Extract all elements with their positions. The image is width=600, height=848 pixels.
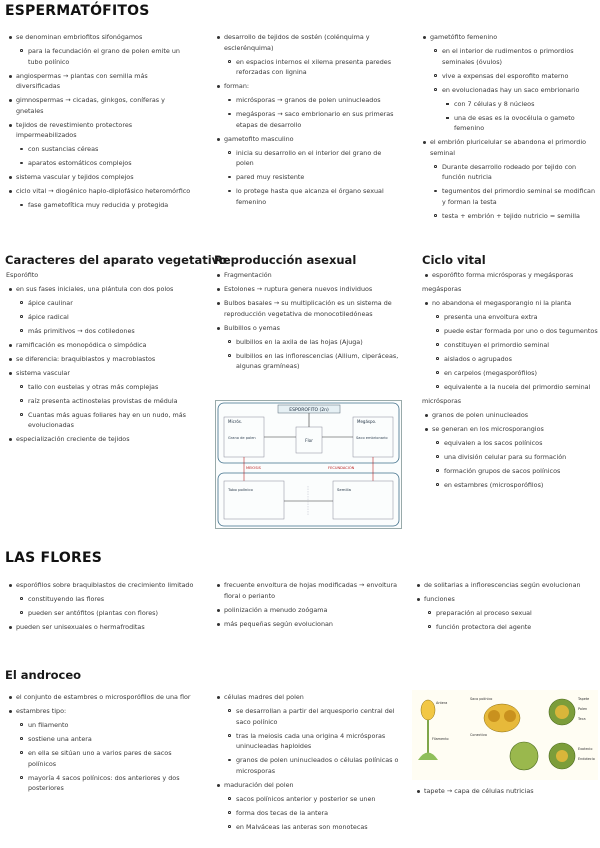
pollen-sac-1 [488,710,500,722]
list-item: una de esas es la ovocélula o gameto femenino [420,113,598,134]
list-item: formación grupos de sacos polínicos [422,466,598,477]
stamen-label-conectivo: Conectivo [470,733,487,737]
stamen-label-endotecio: Endotecio [578,757,595,761]
list-item: con sustancias céreas [6,144,192,155]
list-item: pueden ser unisexuales o hermafroditas [6,622,198,633]
vegetativo-list [6,270,198,448]
list-item: tras la meiosis cada una origina 4 micrósporas uninucleadas haploides [214,731,400,752]
stamen-label-teca: Teca [578,717,586,721]
diagram-bottom-right: Semilla [337,487,351,492]
stamen-label-filamento: Filamento [432,737,449,741]
espermatofitos-col-3 [420,32,598,225]
list-item: Esporófito [6,271,39,279]
list-item: en ella se sitúan uno a varios pares de sacos polínicos [6,748,192,769]
diagram-center: Flor [305,438,313,443]
stamen-label-antera: Antera [436,701,448,705]
list-item: en sus fases iniciales, una plántula con dos polos [6,284,198,295]
list-item: vive a expensas del esporofito materno [420,71,598,82]
espermatofitos-col-1 [6,32,192,214]
list-item: megásporas [422,284,462,293]
list-item: micrósporas [422,396,462,405]
list-item: polinización a menudo zoógama [214,605,400,616]
list-item: pared muy resistente [214,172,400,183]
title-ciclo-vital: Ciclo vital [422,253,486,267]
list-item: un filamento [6,720,192,731]
list-item: maduración del polen [214,780,400,791]
list-item: angiospermas → plantas con semilla más diversificadas [6,71,192,92]
list-item: raíz presenta actinostelas provistas de médula [6,396,198,407]
stamen-svg [412,690,598,780]
list-item: equivalente a la nucela del primordio seminal [422,382,598,393]
list-item: tallo con eustelas y otras más complejas [6,382,198,393]
list-item: sostiene una antera [6,734,192,745]
list-item: presenta una envoltura extra [422,312,598,323]
androceo-col-2 [214,692,400,836]
list-item: en espacios internos el xilema presenta paredes reforzadas con lignina [214,57,400,78]
list-item: especialización creciente de tejidos [6,434,198,445]
title-aparato-vegetativo: Caracteres del aparato vegetativo [5,253,228,267]
list-item: células madres del polen [214,692,400,703]
title-las-flores: LAS FLORES [5,550,103,566]
list-item: en carpelos (megasporófilos) [422,368,598,379]
diagram-bottom-left: Tubo polínico [228,487,253,492]
list-item: constituyendo las flores [6,594,198,605]
asexual-list [214,270,404,375]
list-item: bulbillos en la axila de las hojas (Ajuga) [214,337,404,348]
list-item: aislados o agrupados [422,354,598,365]
pollen-sac-2 [504,710,516,722]
anther-shape [421,700,435,720]
list-item: micrósporas → granos de polen uninucleados [214,95,400,106]
list-item: granos de polen uninucleados o células polínicas o microsporas [214,755,400,776]
stamen-label-exotecio: Exotecio [578,747,593,751]
list-item: Cuantas más aguas foliares hay en un nudo, más evolucionadas [6,410,198,431]
list-item: se generan en los microsporangios [422,424,598,435]
list-item: fase gametofítica muy reducida y protegida [6,200,192,211]
theca-center-1 [555,705,569,719]
diagram-right-mid: Saco embrionario [356,436,388,440]
list-item: esporófito forma micrósporas y megásporas [422,270,598,281]
stamen-label-tapete: Tapete [578,697,590,701]
list-item: una división celular para su formación [422,452,598,463]
list-item: puede estar formada por uno o dos tegumentos [422,326,598,337]
list-item: función protectora del agente [414,622,598,633]
pollen-mass [510,742,538,770]
list-item: funciones [414,594,598,605]
list-item: desarrollo de tejidos de sostén (colénquima y esclerénquima) [214,32,400,53]
list-item: en evolucionadas hay un saco embrionario [420,85,598,96]
list-item: Bulbillos o yemas [214,323,404,334]
list-item: se desarrollan a partir del arquesporio central del saco polínico [214,706,400,727]
stamen-label-polen: Polen [578,707,588,711]
life-cycle-diagram [215,400,402,529]
list-item: se diferencia: braquiblastos y macroblastos [6,354,198,365]
list-item: con 7 células y 8 núcleos [420,99,598,110]
list-item: megásporas → saco embrionario en sus primeras etapas de desarrollo [214,109,400,130]
list-item: pueden ser antófitos (plantas con flores) [6,608,198,619]
list-item: forma dos tecas de la antera [214,808,400,819]
diagram-fecundacion: FECUNDACIÓN [328,466,355,470]
title-reproduccion-asexual: Reproducción asexual [214,253,357,267]
list-item: sistema vascular y tejidos complejos [6,172,192,183]
diagram-title: ESPOROFITO (2n) [289,408,329,413]
list-item: inicia su desarrollo en el interior del grano de polen [214,148,400,169]
list-item: ápice caulinar [6,298,198,309]
list-item: ápice radical [6,312,198,323]
list-item: se denominan embriofitos sifonógamos [6,32,192,43]
list-item: bulbillos en las inflorescencias (Allium, ciperáceas, algunas gramíneas) [214,351,404,372]
life-cycle-svg [216,401,401,528]
androceo-col-1 [6,692,192,797]
list-item: Estolones → ruptura genera nuevos individuos [214,284,404,295]
list-item: en estambres (microsporófilos) [422,480,598,491]
list-item: para la fecundación el grano de polen emite un tubo polínico [6,46,192,67]
title-espermatofitos: ESPERMATÓFITOS [5,3,150,19]
stamen-figure [412,690,598,780]
list-item: no abandona el megasporangio ni la planta [422,298,598,309]
list-item: testa + embrión + tejido nutricio = semilla [420,211,598,222]
list-item: granos de polen uninucleados [422,410,598,421]
list-item: gametófito femenino [420,32,598,43]
list-item: equivalen a los sacos polínicos [422,438,598,449]
list-item: estambres tipo: [6,706,192,717]
androceo-col-3 [414,786,598,800]
stamen-label-saco: Saco polínico [470,697,493,701]
title-el-androceo: El androceo [5,668,82,682]
list-item: frecuente envoltura de hojas modificadas → envoltura floral o perianto [214,580,400,601]
list-item: tegumentos del primordio seminal se modifican y forman la testa [420,186,598,207]
list-item: el embrión pluricelular se abandona el primordio seminal [420,137,598,158]
list-item: ciclo vital → diogénico haplo-diplofásico heteromórfico [6,186,192,197]
diagram-left-mid: Grano de polen [228,436,256,440]
list-item: sistema vascular [6,368,198,379]
list-item: sacos polínicos anterior y posterior se unen [214,794,400,805]
list-item: Bulbos basales → su multiplicación es un sistema de reproducción vegetativa de monocotiledóneas [214,298,404,319]
list-item: en Malváceas las anteras son monotecas [214,822,400,833]
diagram-left-top: Micrós. [228,419,243,424]
diagram-meiosis: MEIOSIS [246,466,261,470]
list-item: aparatos estomáticos complejos [6,158,192,169]
list-item: más primitivos → dos cotiledones [6,326,198,337]
list-item: más pequeñas según evolucionan [214,619,400,630]
list-item: ramificación es monopódica o simpódica [6,340,198,351]
list-item: Fragmentación [214,270,404,281]
diagram-right-top: Megáspo. [357,419,377,424]
list-item: gametofito masculino [214,134,400,145]
list-item: de solitarias a inflorescencias según evolucionan [414,580,598,591]
list-item: el conjunto de estambres o microsporófilos de una flor [6,692,192,703]
list-item: mayoría 4 sacos polínicos: dos anteriores y dos posteriores [6,773,192,794]
list-item: preparación al proceso sexual [414,608,598,619]
theca-center-2 [556,750,568,762]
list-item: gimnospermas → cicadas, ginkgos, coníferas y gnetales [6,95,192,116]
flores-col-2 [214,580,400,633]
list-item: forman: [214,81,400,92]
list-item: esporófilos sobre braquiblastos de crecimiento limitado [6,580,198,591]
flores-col-1 [6,580,198,636]
ciclo-list [422,270,598,494]
list-item: tejidos de revestimiento protectores impermeabilizados [6,120,192,141]
list-item: Durante desarrollo rodeado por tejido con función nutricia [420,162,598,183]
list-item: tapete → capa de células nutricias [414,786,598,797]
espermatofitos-col-2 [214,32,400,211]
list-item: en el interior de rudimentos o primordios seminales (óvulos) [420,46,598,67]
flores-col-3 [414,580,598,636]
list-item: lo protege hasta que alcanza el órgano sexual femenino [214,186,400,207]
list-item: constituyen el primordio seminal [422,340,598,351]
